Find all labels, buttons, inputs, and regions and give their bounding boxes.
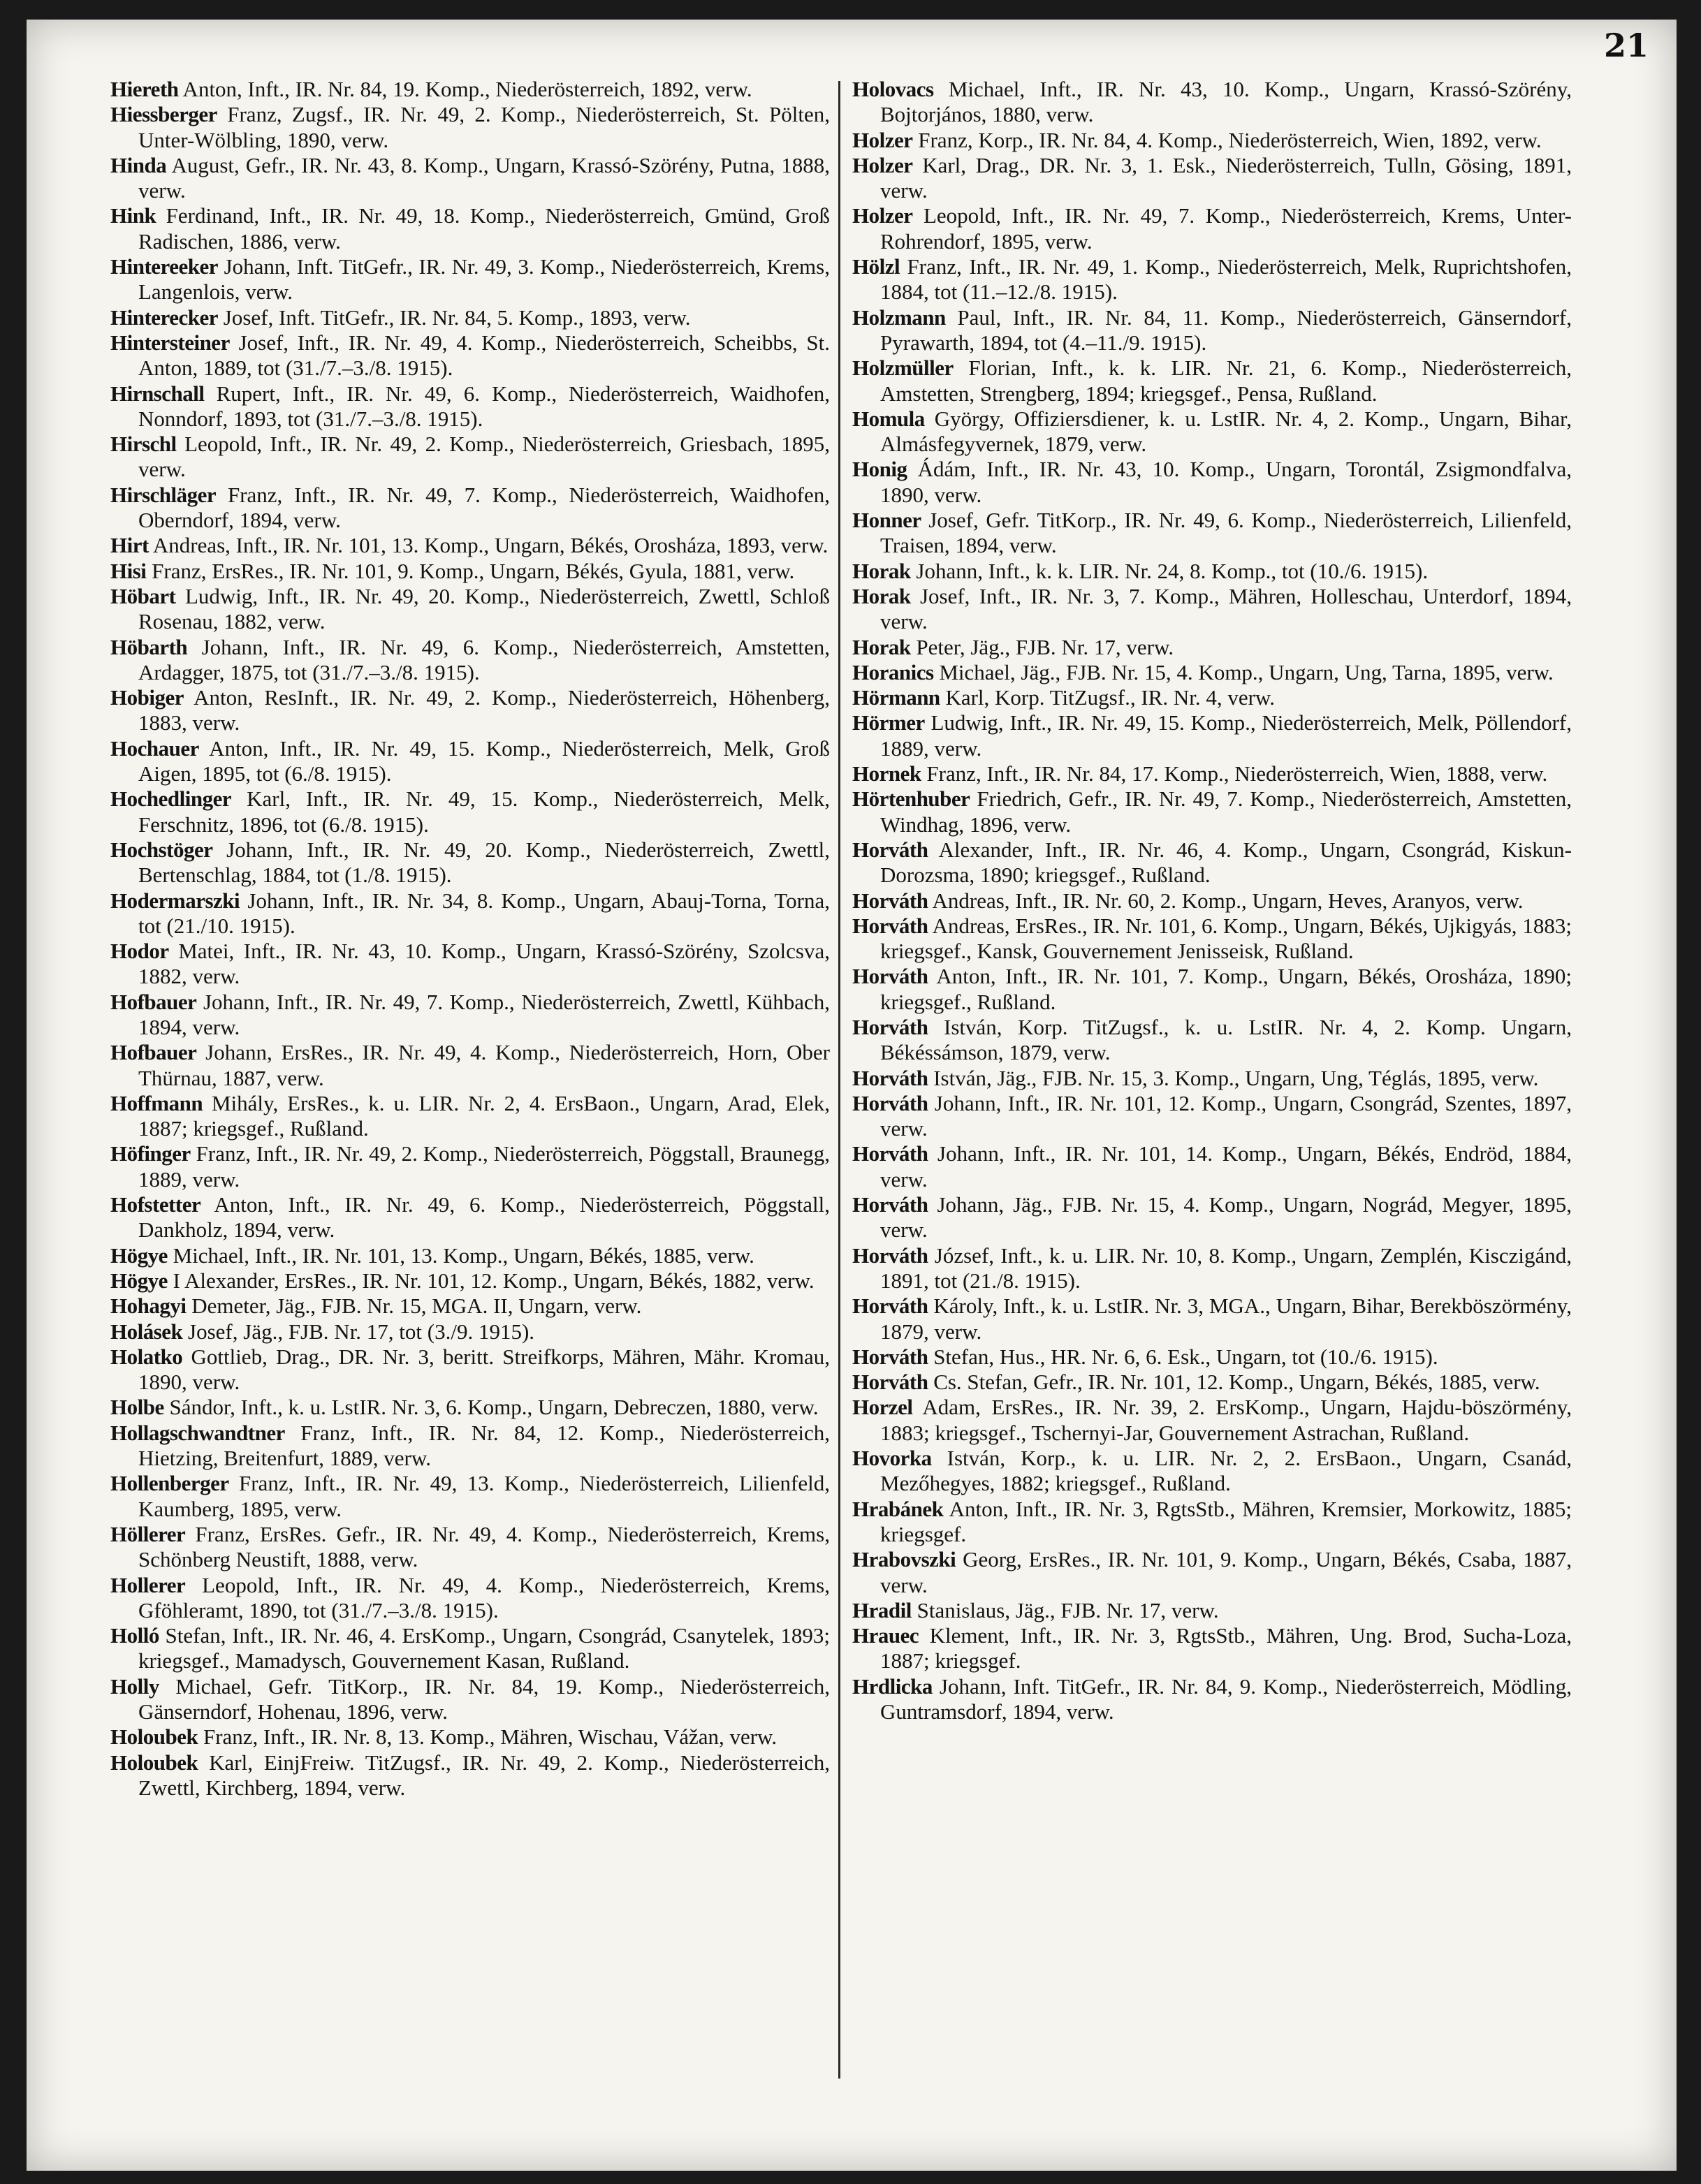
entry-details: Florian, Inft., k. k. LIR. Nr. 21, 6. Komp., Niederösterreich, Amstetten, Strengberg, 1894; kriegsgef., Pensa, Rußland. [880,356,1572,406]
entry-details: Andreas, Inft., IR. Nr. 101, 13. Komp., Ungarn, Békés, Orosháza, 1893, verw. [148,533,828,558]
list-entry [110,584,830,635]
list-entry [110,254,830,305]
entry-surname: Horak [852,558,911,583]
entry-surname: Homula [852,406,925,431]
entry-details: Michael, Jäg., FJB. Nr. 15, 4. Komp., Ungarn, Ung, Tarna, 1895, verw. [933,659,1554,684]
list-entry [110,1623,830,1674]
entry-details: Leopold, Inft., IR. Nr. 49, 2. Komp., Niederösterreich, Griesbach, 1895, verw. [138,432,830,482]
list-entry [110,888,830,939]
entry-details: Matei, Inft., IR. Nr. 43, 10. Komp., Ungarn, Krassó-Szörény, Szolcsva, 1882, verw. [138,939,830,989]
entry-details: Paul, Inft., IR. Nr. 84, 11. Komp., Niederösterreich, Gänserndorf, Pyrawarth, 1894, tot (4.–11./9. 1915). [880,305,1572,355]
entry-details: Johann, Inft., IR. Nr. 49, 20. Komp., Niederösterreich, Zwettl, Bertenschlag, 1884, tot (1./8. 1915). [138,837,830,888]
entry-surname: Hochstöger [110,837,213,862]
entry-surname: Horváth [852,913,928,938]
entry-surname: Hörtenhuber [852,786,970,812]
list-entry [852,1446,1572,1497]
entry-details: Johann, Inft., IR. Nr. 101, 14. Komp., Ungarn, Békés, Endröd, 1884, verw. [880,1141,1572,1192]
entry-details: Josef, Inft. TitGefr., IR. Nr. 84, 5. Komp., 1893, verw. [218,305,691,330]
entry-surname: Hinterecker [110,305,219,330]
list-entry [110,786,830,837]
entry-surname: Horanics [852,659,934,684]
entry-surname: Horzel [852,1395,913,1420]
entry-surname: Hovorka [852,1446,932,1471]
list-entry [110,1750,830,1801]
entry-surname: Hoffmann [110,1090,203,1115]
entry-surname: Hink [110,203,156,228]
list-entry [110,990,830,1041]
entry-surname: Högye [110,1243,168,1268]
entry-details: Demeter, Jäg., FJB. Nr. 15, MGA. II, Ungarn, verw. [186,1293,642,1319]
entry-details: István, Jäg., FJB. Nr. 15, 3. Komp., Ungarn, Ung, Téglás, 1895, verw. [928,1065,1539,1090]
entry-surname: Hradil [852,1597,912,1622]
list-entry [110,1040,830,1091]
entry-surname: Hodermarszki [110,888,240,913]
entry-details: Stanislaus, Jäg., FJB. Nr. 17, verw. [911,1597,1219,1622]
entry-details: József, Inft., k. u. LIR. Nr. 10, 8. Komp., Ungarn, Zemplén, Kisczigánd, 1891, tot (21./8. 1915). [880,1243,1572,1293]
entry-surname: Holzer [852,152,913,177]
entry-surname: Hohagyi [110,1293,187,1319]
entry-surname: Hintersteiner [110,330,230,355]
entry-details: Anton, Inft., IR. Nr. 49, 15. Komp., Niederösterreich, Melk, Groß Aigen, 1895, tot (6./8. 1915). [138,735,830,786]
entry-surname: Hodor [110,939,169,964]
list-entry [852,1091,1572,1142]
list-entry [852,1623,1572,1674]
list-entry [852,356,1572,406]
list-entry [852,305,1572,356]
entry-surname: Hofbauer [110,989,197,1014]
list-entry [110,1141,830,1192]
list-entry [852,1015,1572,1066]
entry-surname: Hölzl [852,254,900,279]
list-entry [110,685,830,736]
entry-surname: Holzmann [852,305,946,330]
list-entry [852,837,1572,888]
list-entry [110,1344,830,1395]
entry-details: Michael, Gefr. TitKorp., IR. Nr. 84, 19. Komp., Niederösterreich, Gänserndorf, Hohenau, 1896, verw. [138,1673,830,1724]
entry-details: Franz, Inft., IR. Nr. 49, 13. Komp., Niederösterreich, Lilienfeld, Kaumberg, 1895, verw. [138,1471,830,1521]
entry-surname: Horak [852,634,911,659]
list-entry [852,203,1572,254]
entry-details: Sándor, Inft., k. u. LstIR. Nr. 3, 6. Komp., Ungarn, Debreczen, 1880, verw. [163,1395,819,1420]
entry-surname: Honig [852,457,907,482]
entry-details: Josef, Inft., IR. Nr. 3, 7. Komp., Mähren, Holleschau, Unterdorf, 1894, verw. [880,583,1572,634]
entry-details: Johann, Inft. TitGefr., IR. Nr. 84, 9. Komp., Niederösterreich, Mödling, Guntramsdorf, 1894, verw. [880,1673,1572,1724]
entry-surname: Honner [852,508,921,533]
entry-details: Anton, Inft., IR. Nr. 3, RgtsStb., Mähren, Kremsier, Morkowitz, 1885; kriegsgef. [880,1496,1572,1546]
entry-details: Andreas, ErsRes., IR. Nr. 101, 6. Komp., Ungarn, Békés, Ujkigyás, 1883; kriegsgef., Kansk, Gouvernement Jenisseisk, Rußland. [880,913,1572,964]
list-entry [110,736,830,787]
list-entry [110,559,830,584]
list-entry [852,964,1572,1015]
entry-surname: Holló [110,1623,159,1648]
entry-surname: Hirschläger [110,482,217,507]
entry-surname: Horváth [852,888,928,913]
entry-surname: Holzmüller [852,356,954,381]
entry-surname: Hirt [110,533,149,558]
entry-details: Alexander, Inft., IR. Nr. 46, 4. Komp., Ungarn, Csongrád, Kiskun-Dorozsma, 1890; kriegsgef., Rußland. [880,837,1572,888]
list-entry [852,1293,1572,1344]
entry-details: Franz, Inft., IR. Nr. 49, 7. Komp., Niederösterreich, Waidhofen, Oberndorf, 1894, verw. [138,482,830,533]
entry-details: Cs. Stefan, Gefr., IR. Nr. 101, 12. Komp., Ungarn, Békés, 1885, verw. [928,1370,1540,1395]
list-entry [852,1395,1572,1446]
entry-details: Johann, Inft. TitGefr., IR. Nr. 49, 3. Komp., Niederösterreich, Krems, Langenlois, verw. [138,254,830,305]
list-entry [852,254,1572,305]
entry-details: Rupert, Inft., IR. Nr. 49, 6. Komp., Niederösterreich, Waidhofen, Nonndorf, 1893, tot (31./7.–3./8. 1915). [138,381,830,431]
list-entry [110,1674,830,1725]
entry-details: Karl, EinjFreiw. TitZugsf., IR. Nr. 49, 2. Komp., Niederösterreich, Zwettl, Kirchberg, 1894, verw. [138,1750,830,1800]
entry-details: Karl, Drag., DR. Nr. 3, 1. Esk., Niederösterreich, Tulln, Gösing, 1891, verw. [880,152,1572,203]
list-entry [110,483,830,534]
list-entry [852,406,1572,457]
entry-details: August, Gefr., IR. Nr. 43, 8. Komp., Ungarn, Krassó-Szörény, Putna, 1888, verw. [138,152,830,203]
entry-surname: Hofbauer [110,1040,197,1065]
entry-surname: Horváth [852,1293,928,1319]
entry-details: Gottlieb, Drag., DR. Nr. 3, beritt. Streifkorps, Mähren, Mähr. Kromau, 1890, verw. [138,1344,830,1395]
list-entry [852,559,1572,584]
entry-details: Johann, Inft., IR. Nr. 49, 7. Komp., Niederösterreich, Zwettl, Kühbach, 1894, verw. [138,989,830,1039]
entry-details: Johann, Inft., k. k. LIR. Nr. 24, 8. Komp., tot (10./6. 1915). [910,558,1429,583]
entry-details: Ludwig, Inft., IR. Nr. 49, 15. Komp., Niederösterreich, Melk, Pöllendorf, 1889, verw. [880,710,1572,761]
list-entry [110,1573,830,1624]
entry-details: Ludwig, Inft., IR. Nr. 49, 20. Komp., Niederösterreich, Zwettl, Schloß Rosenau, 1882, verw. [138,583,830,634]
entry-surname: Hirschl [110,432,177,457]
entry-surname: Höbarth [110,634,188,659]
entry-details: Leopold, Inft., IR. Nr. 49, 4. Komp., Niederösterreich, Krems, Gföhleramt, 1890, tot (31./7.–3./8. 1915). [138,1572,830,1622]
entry-surname: Hintereeker [110,254,219,279]
entry-surname: Hochedlinger [110,786,232,812]
entry-details: I Alexander, ErsRes., IR. Nr. 101, 12. Komp., Ungarn, Békés, 1882, verw. [167,1268,815,1293]
list-entry [110,432,830,483]
entry-details: István, Korp., k. u. LIR. Nr. 2, 2. ErsBaon., Ungarn, Csanád, Mezőhegyes, 1882; kriegsgef., Rußland. [880,1446,1572,1496]
list-entry [110,939,830,990]
entry-surname: Holly [110,1673,159,1699]
entry-details: Karl, Korp. TitZugsf., IR. Nr. 4, verw. [940,685,1276,710]
entry-surname: Holbe [110,1395,164,1420]
entry-surname: Hörmann [852,685,940,710]
entry-surname: Hinda [110,152,167,177]
list-entry [852,1141,1572,1192]
entry-surname: Hrauec [852,1623,919,1648]
entry-surname: Holoubek [110,1724,198,1750]
list-entry [110,330,830,381]
entry-surname: Horváth [852,964,928,989]
entry-surname: Hofstetter [110,1192,201,1217]
list-entry [852,128,1572,153]
list-entry [110,1395,830,1420]
entry-details: Franz, Korp., IR. Nr. 84, 4. Komp., Niederösterreich, Wien, 1892, verw. [912,127,1542,152]
entry-surname: Hollenberger [110,1471,229,1496]
list-entry [852,761,1572,786]
list-entry [852,584,1572,635]
entry-surname: Hiessberger [110,102,217,127]
entry-details: Josef, Inft., IR. Nr. 49, 4. Komp., Niederösterreich, Scheibbs, St. Anton, 1889, tot (31./7.–3./8. 1915). [138,330,830,381]
list-entry [852,1598,1572,1623]
left-column [110,77,830,1801]
list-entry [852,635,1572,660]
list-entry [110,153,830,204]
list-entry [110,1471,830,1522]
entry-surname: Hiereth [110,77,179,101]
entry-surname: Horak [852,583,911,608]
list-entry [852,685,1572,710]
list-entry [110,305,830,330]
entry-details: Ádám, Inft., IR. Nr. 43, 10. Komp., Ungarn, Torontál, Zsigmondfalva, 1890, verw. [880,457,1572,507]
list-entry [852,660,1572,685]
list-entry [852,77,1572,128]
entry-surname: Höllerer [110,1521,186,1546]
entry-surname: Horváth [852,1370,928,1395]
list-entry [852,888,1572,914]
list-entry [852,1243,1572,1294]
entry-surname: Hollagschwandtner [110,1420,285,1445]
list-entry [852,1497,1572,1548]
entry-surname: Hobiger [110,685,184,710]
entry-surname: Hrabovszki [852,1547,956,1572]
list-entry [110,1268,830,1293]
list-entry [852,1547,1572,1598]
right-column [852,77,1572,1724]
entry-surname: Hrdlicka [852,1673,933,1699]
entry-details: István, Korp. TitZugsf., k. u. LstIR. Nr. 4, 2. Komp. Ungarn, Békéssámson, 1879, verw. [880,1014,1572,1065]
entry-surname: Horváth [852,1090,928,1115]
entry-details: Mihály, ErsRes., k. u. LIR. Nr. 2, 4. ErsBaon., Ungarn, Arad, Elek, 1887; kriegsgef., Rußland. [138,1090,830,1141]
entry-details: Ferdinand, Inft., IR. Nr. 49, 18. Komp., Niederösterreich, Gmünd, Groß Radischen, 1886, verw. [138,203,830,254]
entry-surname: Hollerer [110,1572,186,1597]
entry-details: Johann, Jäg., FJB. Nr. 15, 4. Komp., Ungarn, Nográd, Megyer, 1895, verw. [880,1192,1572,1243]
entry-surname: Hisi [110,558,147,583]
list-entry [852,1674,1572,1725]
entry-surname: Höbart [110,583,176,608]
entry-details: Georg, ErsRes., IR. Nr. 101, 9. Komp., Ungarn, Békés, Csaba, 1887, verw. [880,1547,1572,1597]
entry-details: Franz, Inft., IR. Nr. 8, 13. Komp., Mähren, Wischau, Vážan, verw. [198,1724,778,1750]
entry-surname: Holzer [852,127,913,152]
list-entry [852,457,1572,508]
list-entry [110,1243,830,1268]
entry-details: Klement, Inft., IR. Nr. 3, RgtsStb., Mähren, Ung. Brod, Sucha-Loza, 1887; kriegsgef. [880,1623,1572,1673]
list-entry [852,153,1572,204]
list-entry [110,1091,830,1142]
page-number: 21 [1603,27,1649,64]
entry-details: Michael, Inft., IR. Nr. 43, 10. Komp., Ungarn, Krassó-Szörény, Bojtorjános, 1880, verw. [880,77,1572,127]
entry-surname: Hirnschall [110,381,205,406]
entry-details: Leopold, Inft., IR. Nr. 49, 7. Komp., Niederösterreich, Krems, Unter-Rohrendorf, 1895, verw. [880,203,1572,254]
entry-details: Johann, Inft., IR. Nr. 49, 6. Komp., Niederösterreich, Amstetten, Ardagger, 1875, tot (31./7.–3./8. 1915). [138,634,830,684]
entry-surname: Hrabánek [852,1496,944,1521]
list-entry [110,635,830,686]
entry-details: Franz, Inft., IR. Nr. 84, 12. Komp., Niederösterreich, Hietzing, Breitenfurt, 1889, verw. [138,1420,830,1471]
list-entry [110,837,830,888]
list-entry [110,381,830,432]
entry-surname: Holzer [852,203,913,228]
list-entry [110,1319,830,1344]
entry-details: Károly, Inft., k. u. LstIR. Nr. 3, MGA., Ungarn, Bihar, Berekböszörmény, 1879, verw. [880,1293,1572,1344]
entry-details: Franz, Zugsf., IR. Nr. 49, 2. Komp., Niederösterreich, St. Pölten, Unter-Wölbling, 1890, verw. [138,102,830,152]
entry-details: Johann, Inft., IR. Nr. 101, 12. Komp., Ungarn, Csongrád, Szentes, 1897, verw. [880,1090,1572,1141]
entry-surname: Horváth [852,1192,928,1217]
entry-details: Franz, ErsRes., IR. Nr. 101, 9. Komp., Ungarn, Békés, Gyula, 1881, verw. [146,558,795,583]
entry-details: Johann, ErsRes., IR. Nr. 49, 4. Komp., Niederösterreich, Horn, Ober Thürnau, 1887, verw. [138,1040,830,1090]
list-entry [852,1344,1572,1370]
document-page [27,20,1677,2171]
entry-surname: Horváth [852,837,928,862]
entry-details: Stefan, Hus., HR. Nr. 6, 6. Esk., Ungarn, tot (10./6. 1915). [928,1344,1438,1369]
entry-details: Josef, Jäg., FJB. Nr. 17, tot (3./9. 1915). [182,1319,535,1344]
list-entry [110,1522,830,1573]
entry-details: Stefan, Inft., IR. Nr. 46, 4. ErsKomp., Ungarn, Csongrád, Csanytelek, 1893; kriegsgef., Mamadysch, Gouvernement Kasan, Rußland. [138,1623,830,1673]
column-divider [838,81,840,2079]
list-entry [852,1370,1572,1395]
entry-details: Johann, Inft., IR. Nr. 34, 8. Komp., Ungarn, Abauj-Torna, Torna, tot (21./10. 1915). [138,888,830,938]
entry-details: Andreas, Inft., IR. Nr. 60, 2. Komp., Ungarn, Heves, Aranyos, verw. [928,888,1524,913]
entry-surname: Hochauer [110,735,199,761]
entry-surname: Horváth [852,1065,928,1090]
list-entry [852,1066,1572,1091]
entry-surname: Holovacs [852,77,934,101]
entry-surname: Horváth [852,1014,928,1039]
list-entry [110,1192,830,1243]
entry-surname: Hornek [852,761,921,786]
entry-details: Peter, Jäg., FJB. Nr. 17, verw. [910,634,1174,659]
list-entry [110,102,830,153]
list-entry [110,1293,830,1319]
entry-details: Anton, ResInft., IR. Nr. 49, 2. Komp., Niederösterreich, Höhenberg, 1883, verw. [138,685,830,735]
entry-details: Josef, Gefr. TitKorp., IR. Nr. 49, 6. Komp., Niederösterreich, Lilienfeld, Traisen, 1894, verw. [880,508,1572,558]
entry-surname: Höfinger [110,1141,191,1166]
entry-details: György, Offiziersdiener, k. u. LstIR. Nr. 4, 2. Komp., Ungarn, Bihar, Almásfegyvernek, 1879, verw. [880,406,1572,457]
list-entry [852,786,1572,837]
list-entry [852,508,1572,559]
entry-surname: Horváth [852,1344,928,1369]
entry-details: Anton, Inft., IR. Nr. 49, 6. Komp., Niederösterreich, Pöggstall, Dankholz, 1894, verw. [138,1192,830,1243]
list-entry [110,203,830,254]
entry-details: Franz, Inft., IR. Nr. 84, 17. Komp., Niederösterreich, Wien, 1888, verw. [921,761,1548,786]
entry-details: Anton, Inft., IR. Nr. 84, 19. Komp., Niederösterreich, 1892, verw. [178,77,752,101]
entry-details: Franz, ErsRes. Gefr., IR. Nr. 49, 4. Komp., Niederösterreich, Krems, Schönberg Neustift, 1888, verw. [138,1521,830,1572]
list-entry [110,533,830,558]
entry-details: Adam, ErsRes., IR. Nr. 39, 2. ErsKomp., Ungarn, Hajdu-böszörmény, 1883; kriegsgef., Tschernyi-Jar, Gouvernement Astrachan, Rußland. [880,1395,1572,1445]
entry-details: Anton, Inft., IR. Nr. 101, 7. Komp., Ungarn, Békés, Orosháza, 1890; kriegsgef., Rußland. [880,964,1572,1014]
entry-surname: Holásek [110,1319,183,1344]
list-entry [852,914,1572,965]
list-entry [110,1724,830,1750]
entry-details: Friedrich, Gefr., IR. Nr. 49, 7. Komp., Niederösterreich, Amstetten, Windhag, 1896, verw. [880,786,1572,837]
list-entry [110,1421,830,1472]
entry-surname: Horváth [852,1243,928,1268]
entry-surname: Holoubek [110,1750,198,1775]
entry-surname: Holatko [110,1344,183,1369]
entry-surname: Horváth [852,1141,928,1166]
entry-surname: Högye [110,1268,168,1293]
entry-details: Franz, Inft., IR. Nr. 49, 2. Komp., Niederösterreich, Pöggstall, Braunegg, 1889, verw. [138,1141,830,1192]
entry-details: Karl, Inft., IR. Nr. 49, 15. Komp., Niederösterreich, Melk, Ferschnitz, 1896, tot (6./8. 1915). [138,786,830,837]
list-entry [852,710,1572,761]
entry-details: Michael, Inft., IR. Nr. 101, 13. Komp., Ungarn, Békés, 1885, verw. [167,1243,754,1268]
entry-details: Franz, Inft., IR. Nr. 49, 1. Komp., Niederösterreich, Melk, Ruprichtshofen, 1884, tot (11.–12./8. 1915). [880,254,1572,305]
list-entry [110,77,830,102]
entry-surname: Hörmer [852,710,925,735]
list-entry [852,1192,1572,1243]
